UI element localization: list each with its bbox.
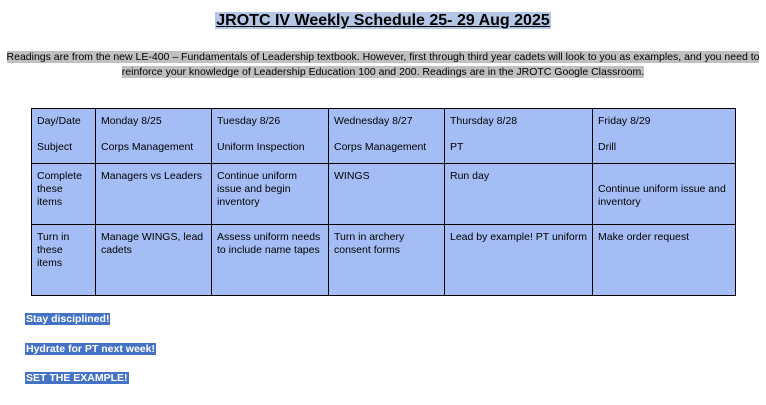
note-set-the-example bbox=[25, 372, 129, 384]
note-text: SET THE EXAMPLE! bbox=[26, 372, 128, 384]
day-date: Monday 8/25 bbox=[101, 115, 162, 127]
complete-item-thursday: Run day bbox=[445, 164, 593, 225]
turn-in-item-monday: Manage WINGS, lead cadets bbox=[96, 225, 212, 296]
intro-text: Readings are from the new LE-400 – Fundamentals of Leadership textbook. However, first through third year cadets will look to you as examples, and you need to reinforce your knowledge of Leadership Education 100 and 200. Readings are in the JROTC Google Classroom. bbox=[6, 51, 760, 78]
note-text: Hydrate for PT next week! bbox=[26, 343, 155, 355]
day-subject: PT bbox=[450, 141, 464, 153]
day-subject: Corps Management bbox=[101, 141, 194, 153]
turn-in-items-label: Turn in these items bbox=[32, 225, 96, 296]
complete-item-friday-text: Continue uniform issue and inventory bbox=[598, 183, 726, 208]
table-cell-friday bbox=[593, 109, 736, 164]
subject-label: Subject bbox=[37, 141, 73, 153]
day-subject: Drill bbox=[598, 141, 617, 153]
table-row bbox=[32, 225, 736, 296]
document-title bbox=[0, 12, 766, 30]
day-date: Thursday 8/28 bbox=[450, 115, 518, 127]
day-date: Tuesday 8/26 bbox=[217, 115, 281, 127]
table-cell-tuesday bbox=[212, 109, 329, 164]
turn-in-item-thursday: Lead by example! PT uniform bbox=[445, 225, 593, 296]
turn-in-item-wednesday: Turn in archery consent forms bbox=[329, 225, 445, 296]
turn-in-item-tuesday: Assess uniform needs to include name tapes bbox=[212, 225, 329, 296]
note-hydrate bbox=[25, 343, 156, 355]
complete-item-friday bbox=[593, 164, 736, 225]
schedule-table bbox=[31, 108, 736, 296]
complete-items-label: Complete these items bbox=[32, 164, 96, 225]
complete-item-tuesday: Continue uniform issue and begin inventory bbox=[212, 164, 329, 225]
note-text: Stay disciplined! bbox=[26, 313, 110, 325]
table-cell-thursday bbox=[445, 109, 593, 164]
day-date: Wednesday 8/27 bbox=[334, 115, 413, 127]
day-subject: Corps Management bbox=[334, 141, 427, 153]
table-cell-monday bbox=[96, 109, 212, 164]
day-date-label: Day/Date bbox=[37, 115, 81, 127]
table-row bbox=[32, 109, 736, 164]
complete-item-wednesday: WINGS bbox=[329, 164, 445, 225]
complete-item-monday: Managers vs Leaders bbox=[96, 164, 212, 225]
day-date: Friday 8/29 bbox=[598, 115, 651, 127]
table-cell-header-label bbox=[32, 109, 96, 164]
table-row bbox=[32, 164, 736, 225]
table-cell-wednesday bbox=[329, 109, 445, 164]
turn-in-item-friday: Make order request bbox=[593, 225, 736, 296]
note-stay-disciplined bbox=[25, 313, 110, 325]
intro-paragraph bbox=[0, 50, 766, 80]
document-title-text: JROTC IV Weekly Schedule 25- 29 Aug 2025 bbox=[216, 12, 550, 29]
day-subject: Uniform Inspection bbox=[217, 141, 305, 153]
